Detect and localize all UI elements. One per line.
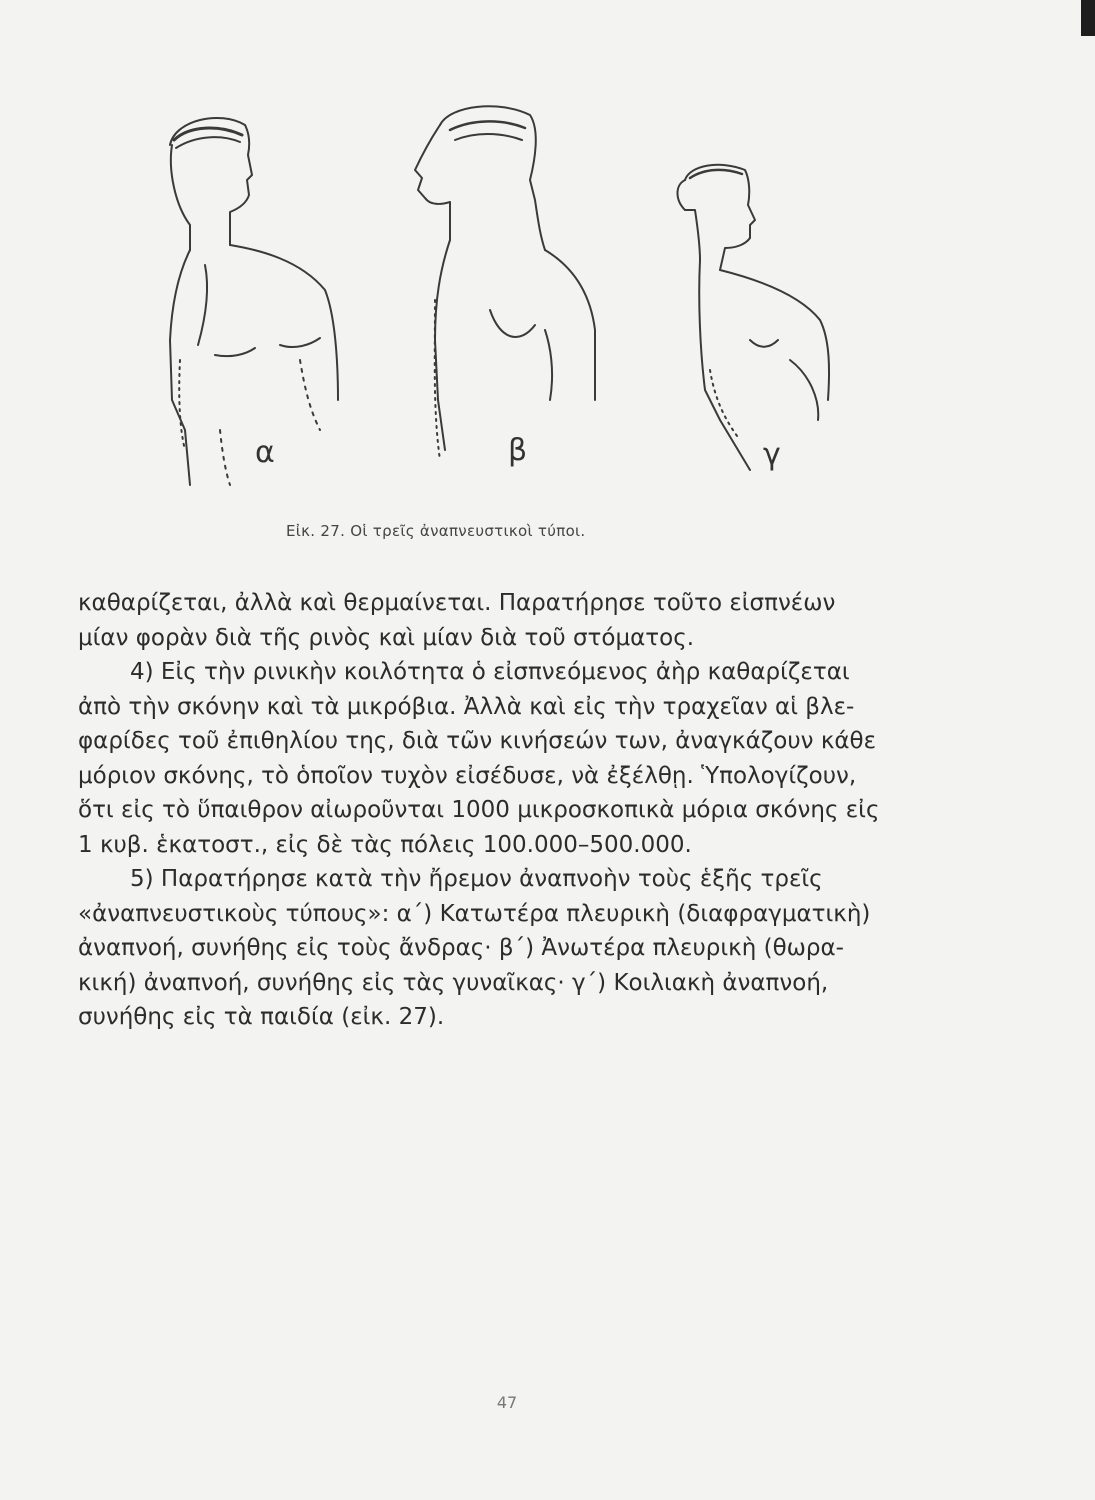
figure-caption: Εἰκ. 27. Οἱ τρεῖς ἀναπνευστικοὶ τύποι. xyxy=(286,522,586,540)
text-line: 4) Εἰς τὴν ρινικὴν κοιλότητα ὁ εἰσπνεόμενος ἀὴρ καθαρίζεται xyxy=(130,659,850,685)
text-line: 1 κυβ. ἑκατοστ., εἰς δὲ τὰς πόλεις 100.000–500.000. xyxy=(78,831,692,858)
text-line: καθαρίζεται, ἀλλὰ καὶ θερμαίνεται. Παρατήρησε τοῦτο εἰσπνέων xyxy=(78,590,836,616)
figure-breathing-types xyxy=(150,100,850,500)
text-line: ὅτι εἰς τὸ ὕπαιθρον αἰωροῦνται 1000 μικροσκοπικὰ μόρια σκόνης εἰς xyxy=(78,797,880,823)
figure-label-alpha: α xyxy=(255,435,275,470)
page-edge-shadow xyxy=(1081,0,1095,36)
text-line: συνήθης εἰς τὰ παιδία (εἰκ. 27). xyxy=(78,1004,445,1030)
figure-label-beta: β xyxy=(508,433,528,468)
text-line: κική) ἀναπνοή, συνήθης εἰς τὰς γυναῖκας· γ´) Κοιλιακὴ ἀναπνοή, xyxy=(78,969,829,996)
figure-gamma-child xyxy=(678,165,830,470)
text-line: μόριον σκόνης, τὸ ὁποῖον τυχὸν εἰσέδυσε, νὰ ἐξέλθῃ. Ὑπολογίζουν, xyxy=(78,762,857,789)
page-number: 47 xyxy=(496,1393,518,1412)
figure-beta-woman xyxy=(415,106,595,460)
body-text xyxy=(78,586,928,1035)
text-line: μίαν φορὰν διὰ τῆς ρινὸς καὶ μίαν διὰ τοῦ στόματος. xyxy=(78,624,695,651)
figure-label-gamma: γ xyxy=(763,437,781,472)
figure-alpha-man xyxy=(170,118,338,485)
text-line: φαρίδες τοῦ ἐπιθηλίου της, διὰ τῶν κινήσεών των, ἀναγκάζουν κάθε xyxy=(78,728,877,754)
text-line: ἀπὸ τὴν σκόνην καὶ τὰ μικρόβια. Ἀλλὰ καὶ εἰς τὴν τραχεῖαν αἱ βλε- xyxy=(78,693,855,720)
text-line: ἀναπνοή, συνήθης εἰς τοὺς ἄνδρας· β´) Ἀνωτέρα πλευρικὴ (θωρα- xyxy=(78,935,844,961)
text-line: «ἀναπνευστικοὺς τύπους»: α´) Κατωτέρα πλευρικὴ (διαφραγματικὴ) xyxy=(78,900,871,927)
text-line: 5) Παρατήρησε κατὰ τὴν ἤρεμον ἀναπνοὴν τοὺς ἑξῆς τρεῖς xyxy=(130,866,823,892)
